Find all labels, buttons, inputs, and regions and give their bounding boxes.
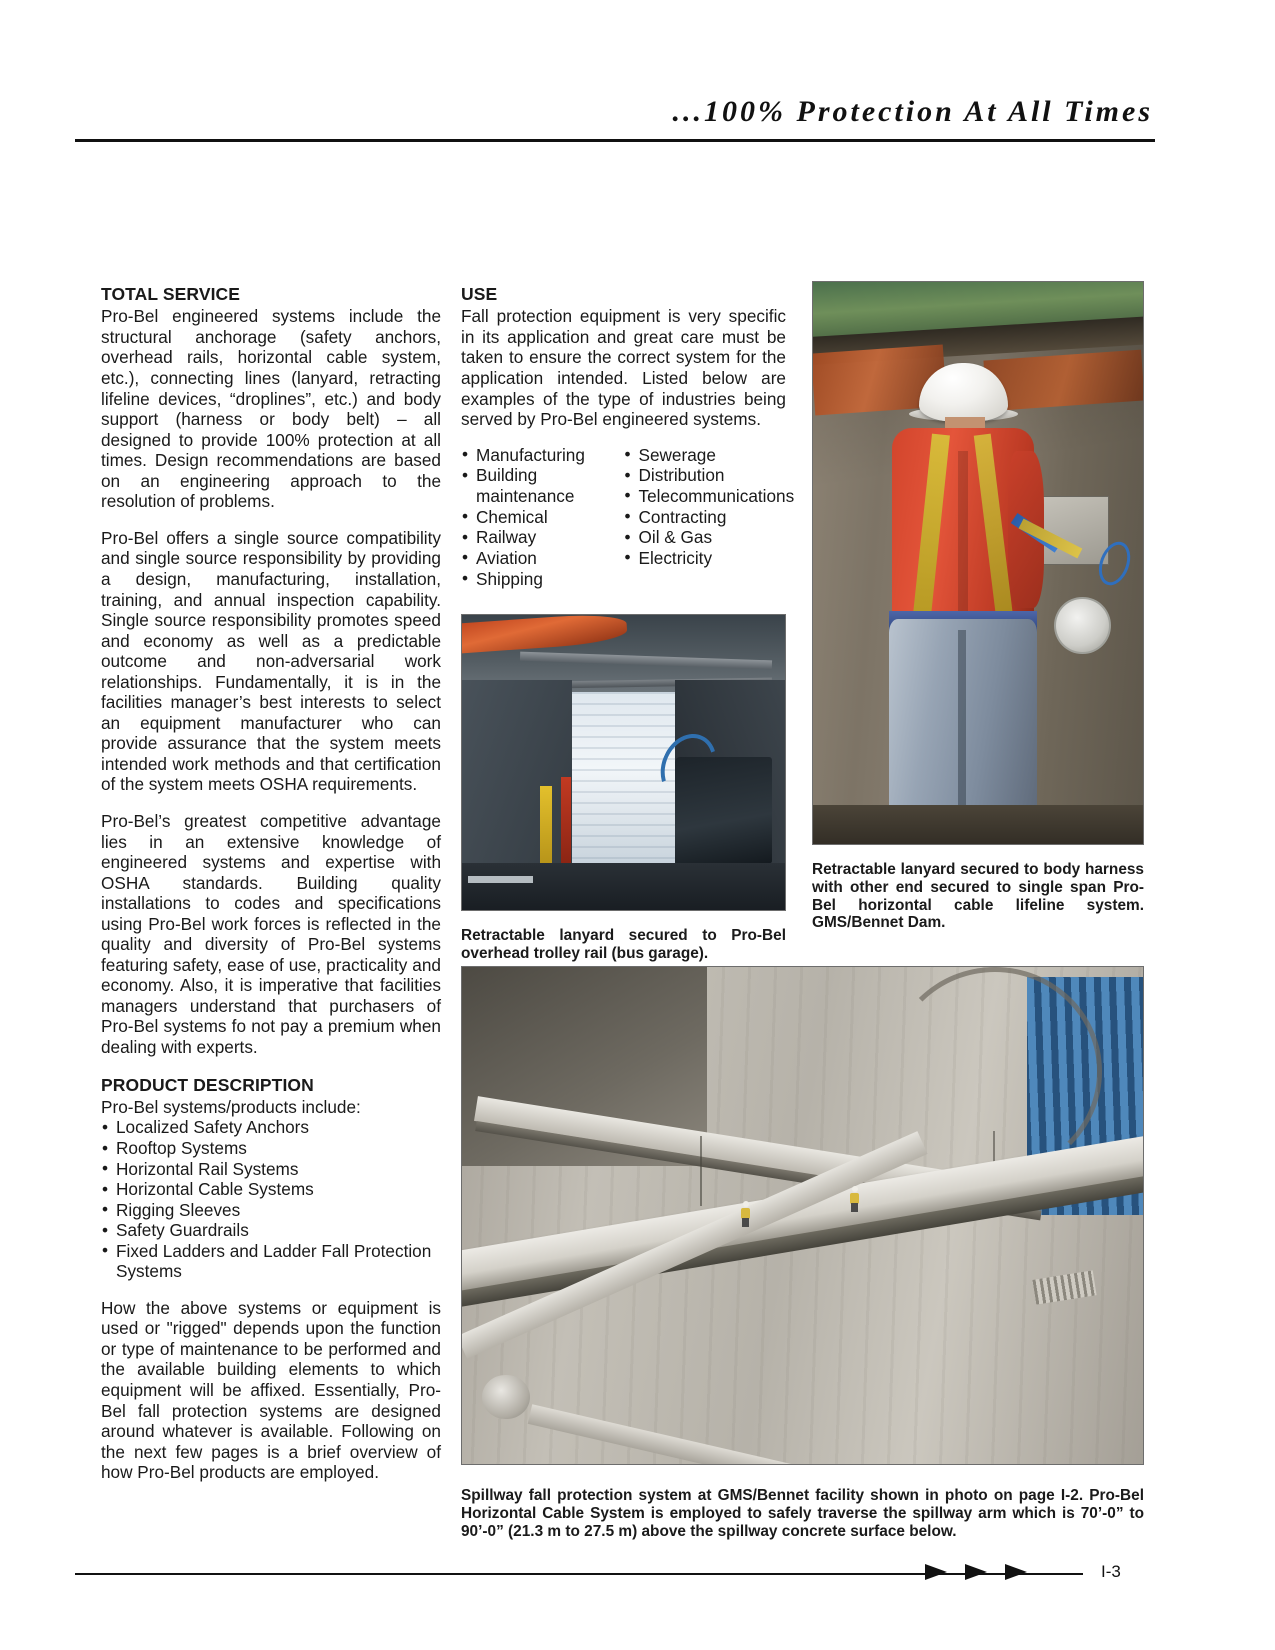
bullet-icon: •: [102, 1199, 109, 1220]
list-item-label: Horizontal Cable Systems: [116, 1179, 314, 1200]
paragraph-use: Fall protection equipment is very specific in its application and great care must be taken to ensure the correct system for the application intended. Listed below are examples of the type of industries being served by Pro-Bel engineered systems.: [461, 306, 786, 430]
photo-retractable-lanyard-device: [1054, 597, 1111, 654]
photo-worker-legs: [742, 1218, 749, 1227]
bullet-icon: •: [462, 464, 469, 485]
list-item: [101, 1179, 441, 1200]
bullet-icon: •: [462, 506, 469, 527]
bullet-icon: •: [624, 506, 631, 527]
list-item-label: Safety Guardrails: [116, 1220, 249, 1241]
bullet-icon: •: [102, 1219, 109, 1240]
list-item: [461, 569, 616, 590]
list-item-label: Aviation: [476, 547, 537, 568]
paragraph-total-service-3: Pro-Bel’s greatest competitive advantage lies in an extensive knowledge of engineered systems and expertise with OSHA standards. Building quality installations to codes and specifications using Pro-Bel work forces is reflected in the quality and diversity of Pro-Bel systems featuring safety, ease of use, practicality and economy. Also, it is imperative that facilities managers understand that purchasers of Pro-Bel systems fo not pay a premium when dealing with experts.: [101, 810, 441, 1057]
list-item: [101, 1138, 441, 1159]
caption-spillway-photo: Spillway fall protection system at GMS/Bennet facility shown in photo on page I-2. Pro-Bel Horizontal Cable System is employed to safely traverse the spillway arm which is 70’-0” to 90’-0” (21.3 m to 27.5 m) above the spillway concrete surface below.: [461, 1487, 1144, 1540]
text-column-middle: [461, 283, 795, 605]
list-item: [461, 507, 616, 528]
section-heading-use: USE: [461, 284, 498, 304]
bullet-icon: •: [624, 547, 631, 568]
paragraph-total-service-2: Pro-Bel offers a single source compatibility and single source responsibility by providing a design, manufacturing, installation, training, and annual inspection capability. Single source responsibility promotes speed and economy as well as a predictable outcome and non-adversarial work relationships. Fundamentally, it is in the facilities manager’s best interests to select an equipment manufacturer who can provide assurance that the system meets intended work methods and that certification of the system meets OSHA requirements.: [101, 527, 441, 795]
footer-arrow-marks: [925, 1564, 1027, 1580]
product-description-intro: Pro-Bel systems/products include:: [101, 1096, 361, 1117]
paragraph-total-service-1: Pro-Bel engineered systems include the structural anchorage (safety anchors, overhead rails, horizontal cable system, etc.), connecting lines (lanyard, retracting lifeline devices, “droplines”, etc.) and body support (harness or body belt) – all designed to provide 100% protection at all times. Design recommendations are based on an engineering approach to the resolution of problems.: [101, 306, 441, 512]
photo-worker-figure: [741, 1201, 750, 1227]
list-item-label: Telecommunications: [638, 485, 795, 506]
bullet-icon: •: [624, 485, 631, 506]
bus-garage-trolley-rail-photo: [461, 614, 786, 911]
list-item: [624, 465, 787, 486]
photo-pivot-joint: [482, 1375, 530, 1420]
photo-floor: [462, 863, 785, 910]
list-item-label: Rigging Sleeves: [116, 1199, 241, 1220]
bullet-icon: •: [462, 444, 469, 465]
photo-worker-legs: [851, 1203, 858, 1212]
list-item: [461, 465, 616, 506]
list-item: [101, 1200, 441, 1221]
text-column-left: [101, 283, 441, 1499]
photo-worker-figure: [850, 1186, 859, 1212]
header-divider: [75, 139, 1155, 142]
list-item-label: Sewerage: [638, 444, 716, 465]
photo-yellow-bollard: [540, 786, 553, 863]
list-item: [624, 548, 787, 569]
list-item: [101, 1159, 441, 1180]
page-header: [75, 95, 1155, 142]
list-item-label: Fixed Ladders and Ladder Fall Protection Systems: [116, 1240, 432, 1282]
photo-vertical-member: [700, 1136, 702, 1206]
paragraph-product-closing: How the above systems or equipment is used or "rigged" depends upon the function or type of maintenance to be performed and the available building elements to which equipment will be affixed. Essentially, Pro-Bel fall protection systems are designed around whatever is available. Following on the next few pages is a brief overview of how Pro-Bel products are employed.: [101, 1297, 441, 1483]
industries-list: [461, 444, 795, 589]
bullet-icon: •: [102, 1116, 109, 1137]
list-item: [624, 445, 787, 466]
list-item-label: Localized Safety Anchors: [116, 1117, 309, 1138]
photo-shirt-fold: [958, 451, 968, 620]
page-number: I-3: [1101, 1562, 1121, 1581]
list-item: [101, 1241, 441, 1282]
list-item: [461, 548, 616, 569]
list-item-label: Electricity: [638, 547, 713, 568]
section-heading-total-service: TOTAL SERVICE: [101, 284, 241, 304]
photo-bus: [675, 757, 772, 863]
spillway-fall-protection-photo: [461, 966, 1144, 1465]
list-item-label: Building maintenance: [476, 465, 575, 506]
arrow-icon: [965, 1564, 987, 1580]
list-item-label: Distribution: [638, 465, 725, 486]
section-heading-product-description: PRODUCT DESCRIPTION: [101, 1074, 314, 1095]
list-item-label: Chemical: [476, 506, 548, 527]
list-item-label: Oil & Gas: [638, 527, 713, 548]
bullet-icon: •: [624, 464, 631, 485]
list-item: [624, 527, 787, 548]
arrow-icon: [925, 1564, 947, 1580]
list-item-label: Railway: [476, 527, 537, 548]
bullet-icon: •: [462, 568, 469, 589]
list-item: [624, 485, 795, 507]
page-title: ...100% Protection At All Times: [672, 95, 1153, 128]
arrow-icon: [1005, 1564, 1027, 1580]
photo-floor-stripe: [468, 876, 533, 883]
list-item: [461, 445, 616, 466]
list-item-label: Horizontal Rail Systems: [116, 1158, 299, 1179]
photo-worker-helmet: [743, 1201, 749, 1207]
caption-worker-photo: Retractable lanyard secured to body harness with other end secured to single span Pro-Bel horizontal cable lifeline system. GMS/Bennet Dam.: [812, 861, 1144, 932]
photo-worker-helmet: [852, 1186, 858, 1192]
bullet-icon: •: [624, 526, 631, 547]
worker-with-retractable-lanyard-photo: [812, 281, 1144, 845]
industries-column-right: [616, 444, 795, 589]
bullet-icon: •: [102, 1137, 109, 1158]
bullet-icon: •: [102, 1158, 109, 1179]
list-item: [101, 1117, 441, 1138]
list-item-label: Manufacturing: [476, 444, 585, 465]
industries-column-left: [461, 445, 616, 589]
list-item: [624, 507, 787, 528]
list-item-label: Rooftop Systems: [116, 1138, 247, 1159]
bullet-icon: •: [462, 526, 469, 547]
bullet-icon: •: [624, 444, 631, 465]
bullet-icon: •: [462, 547, 469, 568]
photo-left-wall: [462, 680, 572, 863]
photo-door-panel-lines: [572, 692, 675, 863]
bullet-icon: •: [102, 1240, 109, 1261]
list-item-label: Shipping: [476, 568, 543, 589]
product-list: [101, 1117, 441, 1281]
list-item: [101, 1220, 441, 1241]
photo-ground: [813, 805, 1143, 844]
caption-garage-photo: Retractable lanyard secured to Pro-Bel overhead trolley rail (bus garage).: [461, 927, 786, 962]
list-item-label: Contracting: [638, 506, 727, 527]
bullet-icon: •: [102, 1178, 109, 1199]
photo-red-post: [561, 777, 571, 863]
list-item: [461, 527, 616, 548]
